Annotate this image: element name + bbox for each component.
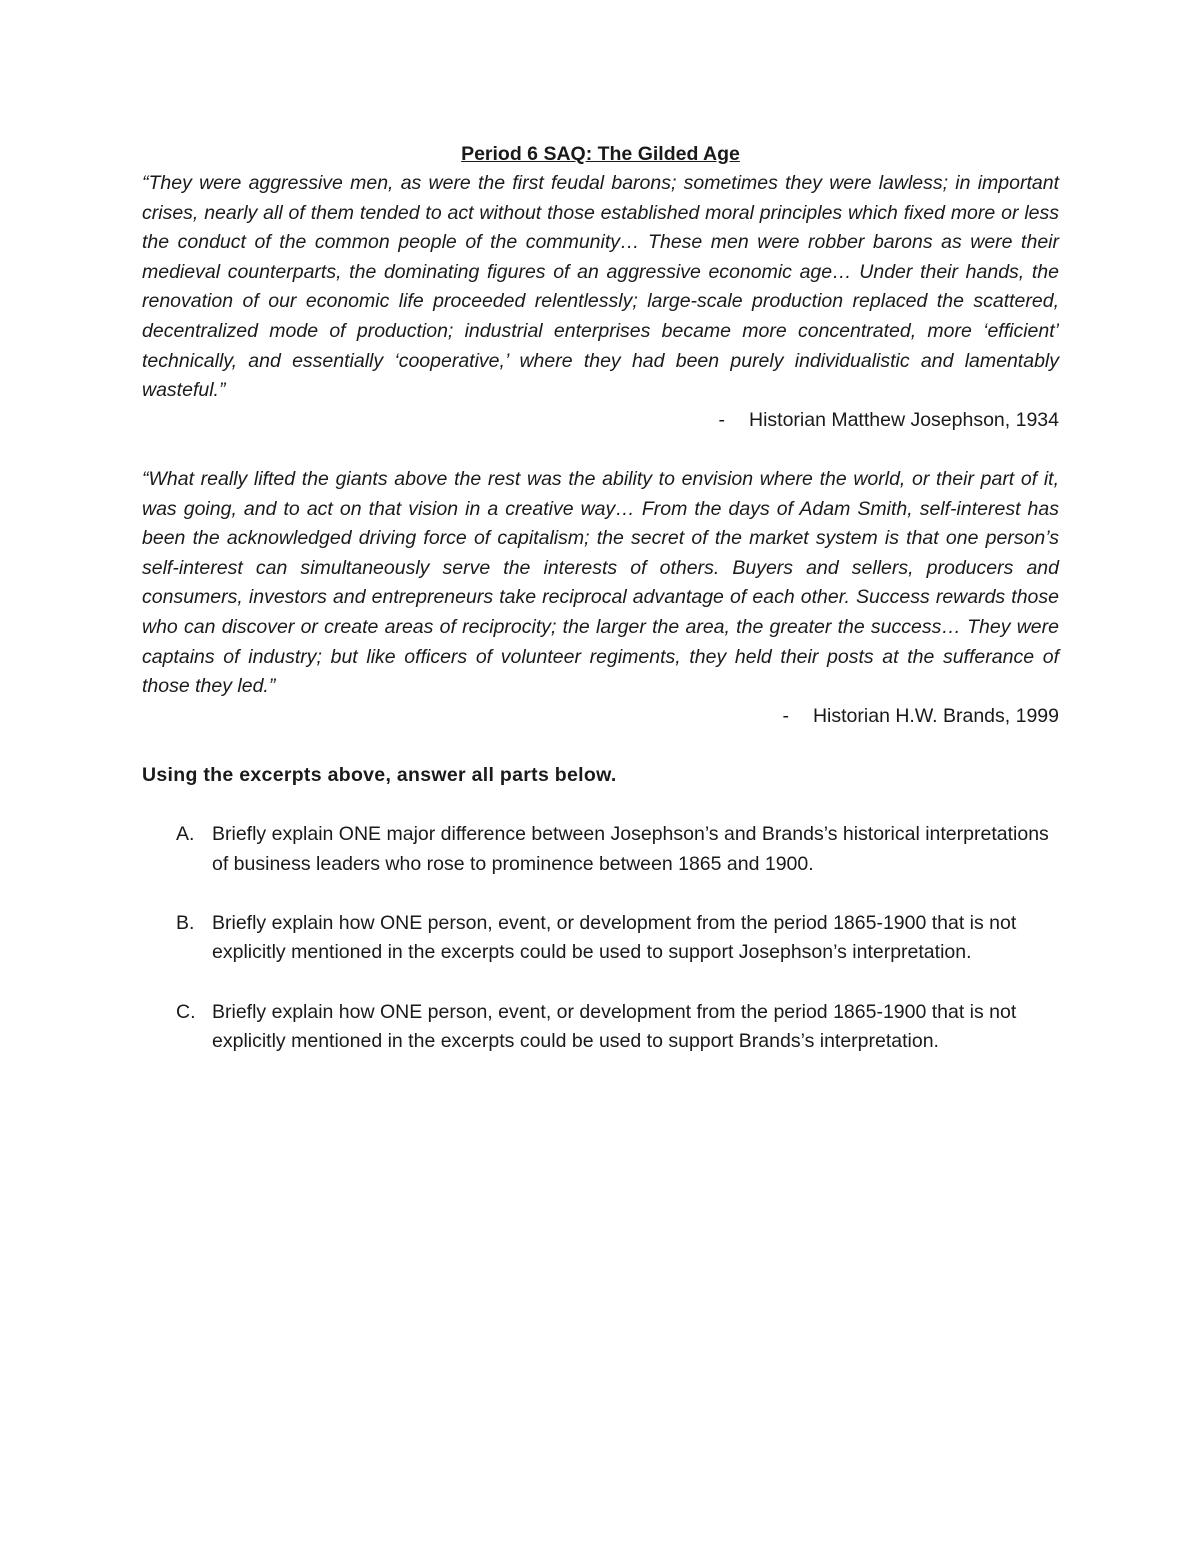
instructions: Using the excerpts above, answer all parts below. [142,763,617,786]
page-title: Period 6 SAQ: The Gilded Age [461,143,740,165]
attribution-text: Historian H.W. Brands, 1999 [812,704,1059,727]
question-text: Briefly explain how ONE person, event, or development from the period 1865-1900 that is not explicitly mentioned in the excerpts could be used to support Brands’s interpretation. [212,1000,1017,1053]
question-letter: C. [176,1000,196,1023]
excerpt-josephson: “They were aggressive men, as were the first feudal barons; sometimes they were lawless; in important crises, nearly all of them tended to act without those established moral principles which fixed more or less the conduct of the common people of the community… These men were robber barons as were their medieval counterparts, the dominating figures of an aggressive economic age… Under their hands, the renovation of our economic life proceeded relentlessly; large-scale production replaced the scattered, decentralized mode of production; industrial enterprises became more concentrated, more ‘efficient’ technically, and essentially ‘cooperative,’ where they had been purely individualistic and lamentably wasteful.” [142,172,1059,402]
spacer [142,731,1059,761]
attribution-josephson [142,406,1059,436]
attribution-text: Historian Matthew Josephson, 1934 [748,408,1059,431]
excerpt-brands: “What really lifted the giants above the rest was the ability to envision where the world, or their part of it, was going, and to act on that vision in a creative way… From the days of Adam Smith, self-interest has been the acknowledged driving force of capitalism; the secret of the market system is that one person’s self-interest can simultaneously serve the interests of others. Buyers and sellers, producers and consumers, investors and entrepreneurs take reciprocal advantage of each other. Success rewards those who can discover or create areas of reciprocity; the larger the area, the greater the success… They were captains of industry; but like officers of volunteer regiments, they held their posts at the sufferance of those they led.” [142,467,1059,698]
question-list [142,820,1059,1057]
question-b [142,909,1059,968]
question-text: Briefly explain how ONE person, event, or development from the period 1865-1900 that is not explicitly mentioned in the excerpts could be used to support Josephson’s interpretation. [212,911,1017,964]
question-c [142,998,1059,1057]
attribution-dash: - [718,408,725,431]
question-text: Briefly explain ONE major difference between Josephson’s and Brands’s historical interpretations of business leaders who rose to prominence between 1865 and 1900. [212,823,1049,875]
attribution-brands [142,702,1059,732]
question-letter: B. [176,911,195,934]
question-letter: A. [176,823,195,846]
spacer [142,790,1059,820]
document-page [142,139,1059,1086]
attribution-dash: - [782,704,789,727]
question-a [142,820,1059,879]
spacer [142,435,1059,465]
